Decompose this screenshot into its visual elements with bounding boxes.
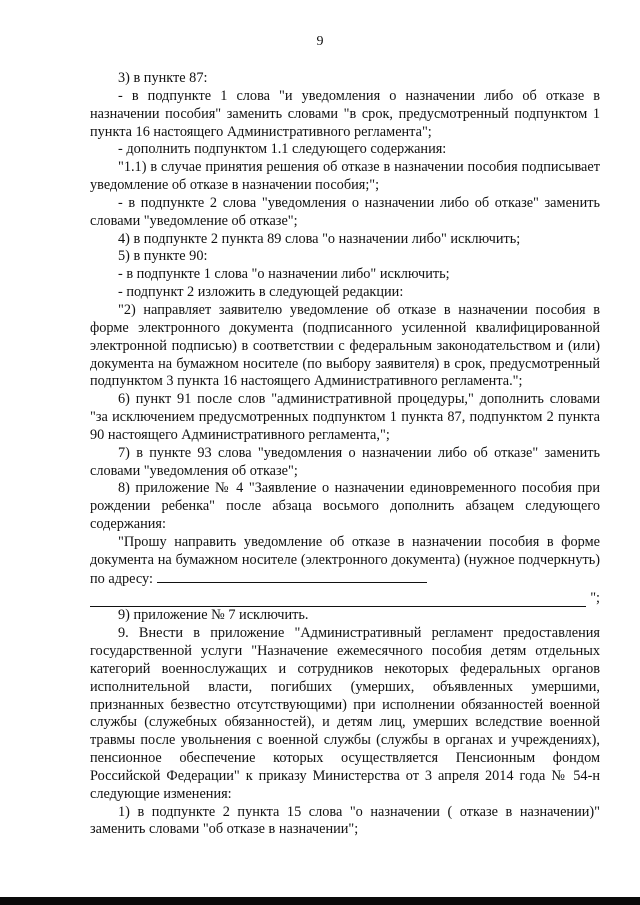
address-request-text: "Прошу направить уведомление об отказе в назначении пособия в форме документа на бумажном носителе (электронного документа) (нужное подчеркнуть) по адресу: [90, 533, 600, 587]
paragraph: "2) направляет заявителю уведомление об отказе в назначении пособия в форме электронного документа (подписанного усиленной квалифицированной электронной подписью) в соответствии с федеральным законодательством и (или) документа на бумажном носителе (по выбору заявителя) в срок, предусмотренный подпунктом 3 пункта 16 настоящего Административного регламента."; [90, 301, 600, 390]
page-number: 9 [316, 34, 324, 49]
paragraph: 3) в пункте 87: [118, 70, 208, 86]
paragraph: 7) в пункте 93 слова "уведомления о назначении либо об отказе" заменить словами "уведомления об отказе"; [90, 444, 600, 479]
paragraph: 6) пункт 91 после слов "административной процедуры," дополнить словами "за исключением предусмотренных подпунктом 1 пункта 87, подпунктом 2 пункта 90 настоящего Административного регламента,"; [90, 391, 600, 443]
paragraph: - в подпункте 2 слова "уведомления о назначении либо об отказе" заменить словами "уведомление об отказе"; [90, 194, 600, 229]
paragraph: 5) в пункте 90: [118, 248, 208, 265]
paragraph: - в подпункте 1 слова "и уведомления о назначении либо об отказе в назначении пособия" заменить словами "в срок, предусмотренный подпунктом 1 пункта 16 настоящего Административного регламента"; [90, 87, 600, 140]
paragraph: 9) приложение № 7 исключить. [118, 607, 309, 624]
paragraph: - в подпункте 1 слова "о назначении либо" исключить; [118, 266, 450, 283]
paragraph: 9. Внести в приложение "Административный регламент предоставления государственной услуги "Назначение ежемесячного пособия детям отдельных категорий военнослужащих и сотрудников некоторых федеральных органов исполнительной власти, погибших (умерших, объявленных умершими, признанных безвестно отсутствующими) при исполнении обязанностей военной службы (служебных обязанностей), и детям лиц, умерших вследствие военной травмы после увольнения с военной службы (службы в органах и учреждениях), пенсионное обеспечение которых осуществляется Пенсионным фондом Российской Федерации" к приказу Министерства от 3 апреля 2014 года № 54-н следующие изменения: [90, 625, 600, 802]
paragraph [90, 534, 600, 589]
paragraph: - подпункт 2 изложить в следующей редакции: [118, 284, 404, 301]
address-blank-line [90, 588, 600, 607]
address-line-end: "; [590, 590, 600, 607]
paragraph: 1) в подпункте 2 пункта 15 слова "о назначении ( отказе в назначении)" заменить словами "об отказе в назначении"; [90, 803, 600, 838]
address-blank-rule [157, 570, 427, 583]
document-body [90, 70, 600, 839]
paragraph: "1.1) в случае принятия решения об отказе в назначении пособия подписывает уведомление об отказе в назначении пособия;"; [90, 159, 600, 194]
paragraph: - дополнить подпунктом 1.1 следующего содержания: [118, 141, 447, 158]
paragraph: 8) приложение № 4 "Заявление о назначении единовременного пособия при рождении ребенка" после абзаца восьмого дополнить абзацем следующего содержания: [90, 480, 600, 533]
scan-bottom-edge [0, 897, 640, 905]
paragraph: 4) в подпункте 2 пункта 89 слова "о назначении либо" исключить; [118, 230, 521, 247]
